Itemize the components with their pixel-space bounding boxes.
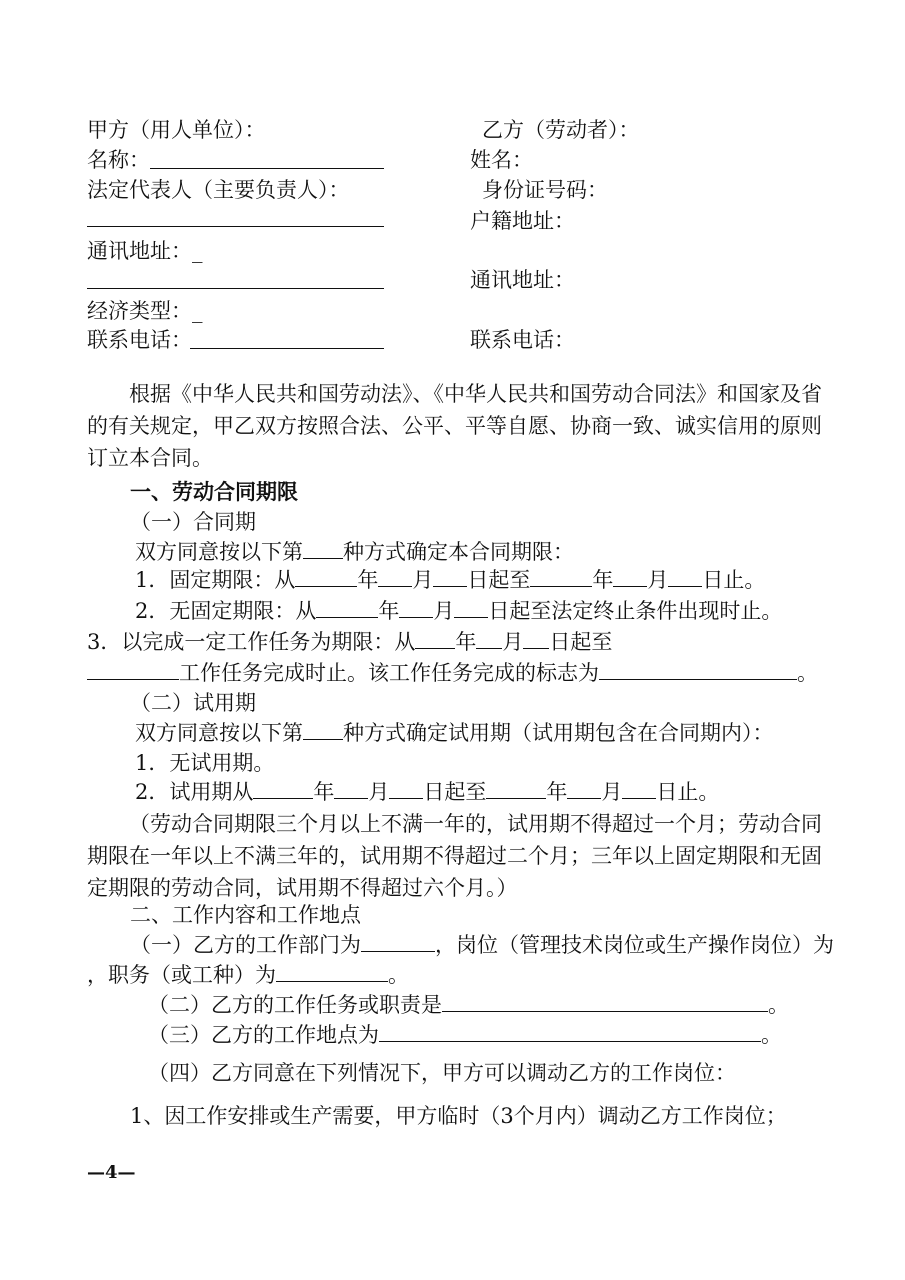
option3-completion-mark-field[interactable] xyxy=(599,659,797,680)
party-a-address-field[interactable] xyxy=(87,288,384,289)
month-text: 月 xyxy=(412,568,434,592)
party-a-rep-label: 法定代表人（主要负责人）： xyxy=(87,178,350,202)
trial-start-year-field[interactable] xyxy=(253,778,313,799)
section2-item4-1: 1、因工作安排或生产需要，甲方临时（3个月内）调动乙方工作岗位； xyxy=(130,1104,787,1128)
option1-start-month-field[interactable] xyxy=(378,566,412,587)
section1-sub2: （二）试用期 xyxy=(130,691,256,715)
month-text: 月 xyxy=(368,780,390,804)
work-department-field[interactable] xyxy=(361,931,435,952)
option2-start-day-field[interactable] xyxy=(454,597,488,618)
item1-middle: ，岗位（管理技术岗位或生产操作岗位）为 xyxy=(435,933,834,957)
party-a-address-label: 通讯地址：_ xyxy=(87,239,203,263)
year-text: 年 xyxy=(313,780,335,804)
party-a-phone-label: 联系电话： xyxy=(87,328,192,352)
option1-start-year-field[interactable] xyxy=(295,566,357,587)
party-a-econ-label: 经济类型：_ xyxy=(87,299,203,323)
period-text: 。 xyxy=(761,1023,782,1047)
section2-item1-cont xyxy=(87,961,409,989)
section2-title: 二、工作内容和工作地点 xyxy=(130,903,361,927)
month-text: 月 xyxy=(502,630,524,654)
work-location-field[interactable] xyxy=(379,1021,761,1042)
from-text: 日起至 xyxy=(549,630,613,654)
section2-item3-line xyxy=(148,1021,782,1049)
period-text: 。 xyxy=(797,661,818,685)
option1-label: 1．固定期限：从 xyxy=(135,568,296,592)
party-a-phone-field[interactable] xyxy=(190,348,384,349)
from-text: 日起至 xyxy=(467,568,531,592)
party-b-phone-label: 联系电话： xyxy=(470,328,575,352)
item2-text: （二）乙方的工作任务或职责是 xyxy=(148,993,442,1017)
section1-title: 一、劳动合同期限 xyxy=(130,479,298,504)
option2-start-month-field[interactable] xyxy=(399,597,433,618)
trial-option2-line xyxy=(135,778,719,806)
trial-choice-prefix: 双方同意按以下第 xyxy=(135,721,303,745)
year-text: 年 xyxy=(357,568,379,592)
term-choice-prefix: 双方同意按以下第 xyxy=(135,540,303,564)
option3-task-field[interactable] xyxy=(87,659,179,680)
trial-choice-suffix: 种方式确定试用期（试用期包含在合同期内）： xyxy=(343,721,774,745)
option2-label: 2．无固定期限：从 xyxy=(135,599,317,623)
trial-note: （劳动合同期限三个月以上不满一年的，试用期不得超过一个月；劳动合同期限在一年以上不满三年的，试用期不得超过二个月；三年以上固定期限和无固定期限的劳动合同，试用期不得超过六个月。） xyxy=(87,812,822,900)
trial-end-month-field[interactable] xyxy=(567,778,601,799)
trial-end-year-field[interactable] xyxy=(486,778,546,799)
option1-start-day-field[interactable] xyxy=(433,566,467,587)
year-text: 年 xyxy=(546,780,568,804)
month-text: 月 xyxy=(647,568,669,592)
party-a-name-label: 名称： xyxy=(87,148,150,172)
option3-cont-line xyxy=(87,659,818,687)
option3-task-text: 工作任务完成时止。该工作任务完成的标志为 xyxy=(179,661,599,685)
item1-prefix: （一）乙方的工作部门为 xyxy=(130,933,361,957)
option1-end-year-field[interactable] xyxy=(530,566,592,587)
option3-start-month-field[interactable] xyxy=(476,628,502,649)
trial-end-day-field[interactable] xyxy=(622,778,656,799)
term-choice-suffix: 种方式确定本合同期限： xyxy=(343,540,574,564)
trial-start-month-field[interactable] xyxy=(334,778,368,799)
section2-item2-line xyxy=(148,991,789,1019)
end-text: 日止。 xyxy=(656,780,720,804)
party-b-household-label: 户籍地址： xyxy=(470,209,575,233)
item3-text: （三）乙方的工作地点为 xyxy=(148,1023,379,1047)
option2-start-year-field[interactable] xyxy=(316,597,378,618)
trial-option1: 1．无试用期。 xyxy=(135,751,275,775)
trial-choice-field[interactable] xyxy=(303,719,343,740)
page-number: —4— xyxy=(87,1162,136,1183)
job-title-field[interactable] xyxy=(276,961,388,982)
year-text: 年 xyxy=(378,599,400,623)
period-text: 。 xyxy=(388,963,409,987)
term-choice-line xyxy=(135,538,574,566)
preamble: 根据《中华人民共和国劳动法》、《中华人民共和国劳动合同法》和国家及省的有关规定，甲乙双方按照合法、公平、平等自愿、协商一致、诚实信用的原则订立本合同。 xyxy=(87,382,822,470)
option2-line xyxy=(135,597,782,625)
from-text: 日起至 xyxy=(423,780,487,804)
trial-option2-label: 2．试用期从 xyxy=(135,780,254,804)
item1-duty-text: ，职务（或工种）为 xyxy=(87,963,276,987)
option3-label: 3．以完成一定工作任务为期限：从 xyxy=(87,630,416,654)
trial-choice-line xyxy=(135,719,774,747)
section2-item4: （四）乙方同意在下列情况下，甲方可以调动乙方的工作岗位： xyxy=(148,1061,736,1085)
term-choice-field[interactable] xyxy=(303,538,343,559)
party-a-header: 甲方（用人单位）： xyxy=(87,118,266,142)
option3-start-day-field[interactable] xyxy=(523,628,549,649)
month-text: 月 xyxy=(601,780,623,804)
party-b-name-label: 姓名： xyxy=(470,148,533,172)
option1-line xyxy=(135,566,765,594)
trial-start-day-field[interactable] xyxy=(389,778,423,799)
option3-line xyxy=(87,628,612,656)
option3-start-year-field[interactable] xyxy=(415,628,455,649)
year-text: 年 xyxy=(455,630,477,654)
section2-item1-line xyxy=(130,931,834,959)
party-a-name-field[interactable] xyxy=(150,168,384,169)
year-text: 年 xyxy=(592,568,614,592)
work-task-field[interactable] xyxy=(442,991,768,1012)
option1-end-day-field[interactable] xyxy=(668,566,702,587)
period-text: 。 xyxy=(768,993,789,1017)
party-b-header: 乙方（劳动者）： xyxy=(482,118,640,142)
party-b-id-label: 身份证号码： xyxy=(482,178,608,202)
option1-end-month-field[interactable] xyxy=(613,566,647,587)
month-text: 月 xyxy=(433,599,455,623)
party-a-rep-field[interactable] xyxy=(87,226,384,227)
section1-sub1: （一）合同期 xyxy=(130,510,256,534)
end-text: 日止。 xyxy=(702,568,766,592)
option2-tail: 日起至法定终止条件出现时止。 xyxy=(488,599,783,623)
party-b-address-label: 通讯地址： xyxy=(470,268,575,292)
